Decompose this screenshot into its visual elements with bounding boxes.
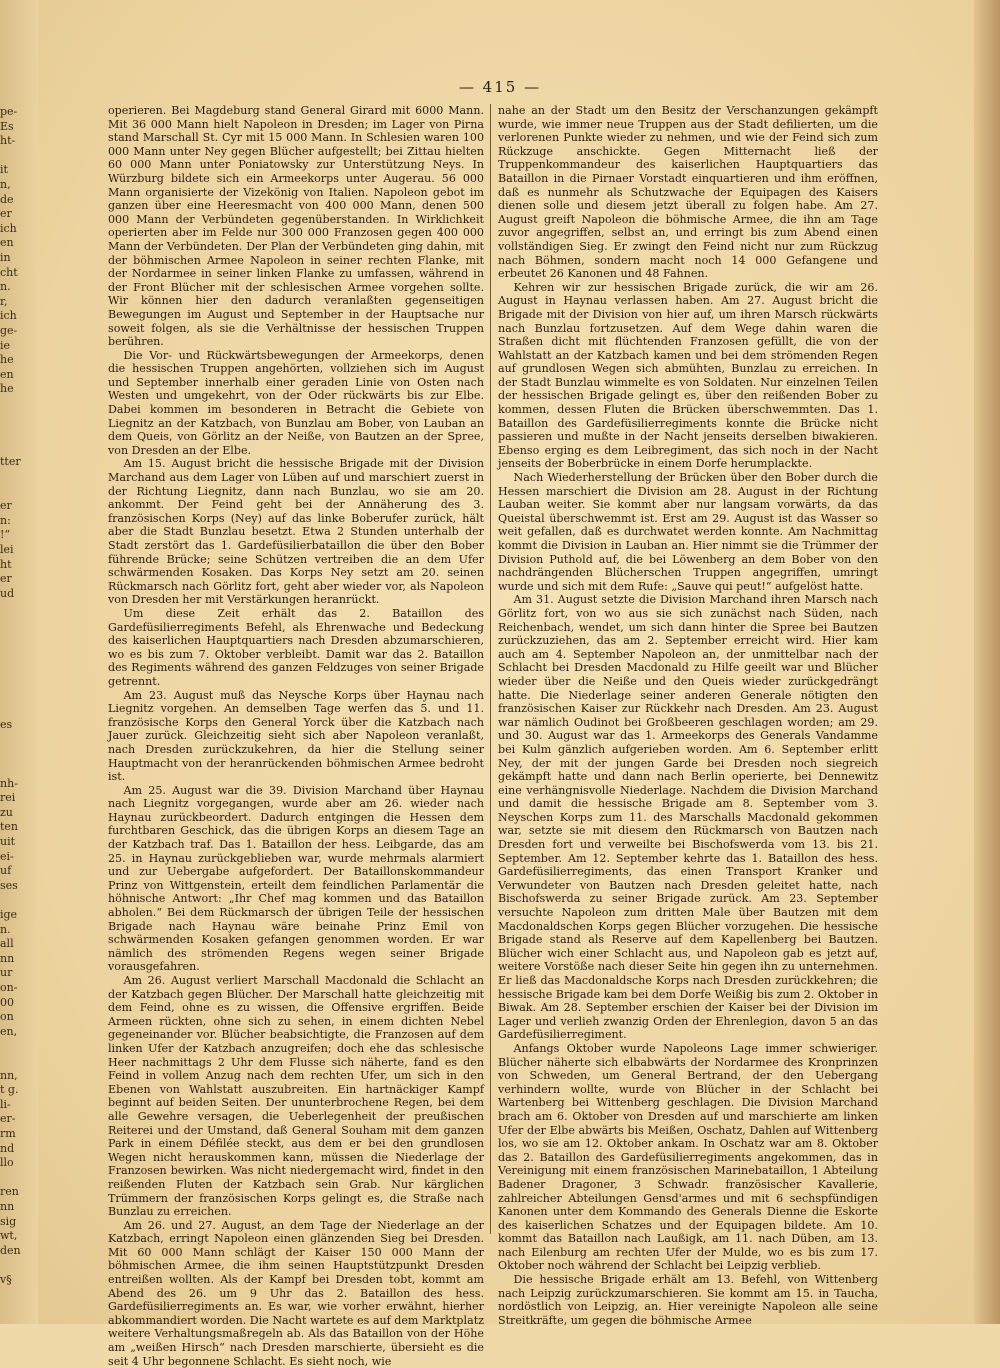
paragraph: nahe an der Stadt um den Besitz der Verschanzungen gekämpft wurde, wie immer neue Truppen aus der Stadt defilierten, um die verlorenen Punkte wieder zu nehmen, und wie der Feind sich zum Rückzuge anschickte. Gegen Mitternacht ließ der Truppenkommandeur des kaiserlichen Hauptquartiers das Bataillon in die Pirnaer Vorstadt einquartieren und ihm eröffnen, daß es nunmehr als Schutzwache der Equipagen des Kaisers dienen solle und diesem jetzt überall zu folgen habe. Am 27. August greift Napoleon die böhmische Armee, die ihn am Tage zuvor angegriffen, selbst an, und erringt bis zum Abend einen vollständigen Sieg. Er zwingt den Feind nicht nur zum Rückzug nach Böhmen, sondern macht noch 14 000 Gefangene und erbeutet 26 Kanonen und 48 Fahnen. <box>498 104 878 281</box>
facing-page-fragment: ren <box>0 1185 19 1199</box>
facing-page-fragment: ses <box>0 878 18 892</box>
column-divider <box>490 104 491 1234</box>
facing-page-fragment: uit <box>0 835 16 848</box>
paragraph: Am 23. August muß das Neysche Korps über Haynau nach Liegnitz vorgehen. An demselben Tage werfen das 5. und 11. französische Korps den General Yorck über die Katzbach nach Jauer zurück. Gleichzeitig sieht sich aber Napoleon veranlaßt, nach Dresden zurückzukehren, da hier die Stellung seiner Hauptmacht von der heranrückenden böhmischen Armee bedroht ist. <box>108 688 484 784</box>
facing-page-fragment: en <box>0 367 14 381</box>
facing-page-fragment: on- <box>0 981 18 994</box>
facing-page-fragment: lei <box>0 543 14 556</box>
paragraph: Nach Wiederherstellung der Brücken über den Bober durch die Hessen marschiert die Division am 28. August in der Richtung Lauban weiter. Sie kommt aber nur langsam vorwärts, da das Queistal überschwemmt ist. Erst am 29. August ist das Wasser so weit gefallen, daß es durchwatet werden konnte. Am Nachmittag kommt die Division in Lauban an. Hier nimmt sie die Trümmer der Division Puthold auf, die bei Löwenberg an dem Bober von den nachdrängenden Blücherschen Truppen angegriffen, umringt wurde und sich mit dem Rufe: „Sauve qui peut!“ aufgelöst hatte. <box>498 471 878 593</box>
facing-page-fragment: wt, <box>0 1229 18 1243</box>
facing-page-edge <box>0 0 38 1324</box>
paragraph: Am 15. August bricht die hessische Brigade mit der Division Marchand aus dem Lager von Lüben auf und marschiert zuerst in der Richtung Liegnitz, dann nach Bunzlau, wo sie am 20. ankommt. Der Feind geht bei der Annäherung des 3. französischen Korps (Ney) auf das linke Boberufer zurück, hält aber die Stadt Bunzlau besetzt. Etwa 2 Stunden unterhalb der Stadt zerstört das 1. Gardefüsilierbataillon die über den Bober führende Brücke; seine Schützen vertreiben die an dem Ufer schwärmenden Kosaken. Das Korps Ney setzt am 20. seinen Rückmarsch nach Görlitz fort, geht aber wieder vor, als Napoleon von Dresden her mit Verstärkungen heranrückt. <box>108 457 484 607</box>
facing-page-fragment: he <box>0 353 14 367</box>
paragraph: Die hessische Brigade erhält am 13. Befehl, von Wittenberg nach Leipzig zurückzumarschieren. Sie kommt am 15. in Taucha, nordöstlich von Leipzig, an. Hier vereinigte Napoleon alle seine Streitkräfte, um gegen die böhmische Armee <box>498 1273 878 1327</box>
facing-page-fragment: nn <box>0 951 15 965</box>
facing-page-fragment: n. <box>0 922 11 936</box>
facing-page-fragment: den <box>0 1243 21 1257</box>
facing-page-fragment: it <box>0 163 8 177</box>
paragraph: Am 31. August setzte die Division Marchand ihren Marsch nach Görlitz fort, von wo aus sie sich zunächst nach Süden, nach Reichenbach, wendet, um sich dann hinter die Spree bei Bautzen zurückzuziehen, das am 2. September erreicht wird. Hier kam auch am 4. September Napoleon an, der unmittelbar nach der Schlacht bei Dresden Macdonald zu Hilfe geeilt war und Blücher wieder über die Neiße und den Queis wieder zurückgedrängt hatte. Die Niederlage seiner anderen Generale nötigten den französischen Kaiser zur Rückkehr nach Dresden. Am 23. August war nämlich Oudinot bei Großbeeren geschlagen worden; am 29. und 30. August war das 1. Armeekorps des Generals Vandamme bei Kulm gänzlich aufgerieben worden. Am 6. September erlitt Ney, der mit der jungen Garde bei Dresden noch siegreich gekämpft hatte und dann nach Berlin operierte, bei Dennewitz eine verhängnisvolle Niederlage. Nachdem die Division Marchand und damit die hessische Brigade am 8. September vom 3. Neyschen Korps zum 11. des Marschalls Macdonald gekommen war, setzte sie mit diesem den Rückmarsch von Bautzen nach Dresden fort und verweilte bei Bischofswerda vom 13. bis 21. September. Am 12. September kehrte das 1. Bataillon des hess. Gardefüsilierregiments, das einen Transport Kranker und Verwundeter von Bautzen nach Dresden geleitet hatte, nach Bischofswerda zu seiner Brigade zurück. Am 23. September versuchte Napoleon zum dritten Male über Bautzen mit dem Macdonaldschen Korps gegen Blücher vorzugehen. Die hessische Brigade stand als Reserve auf dem Kapellenberg bei Bautzen. Blücher wich einer Schlacht aus, und Napoleon gab es jetzt auf, weitere Vorstöße nach dieser Seite hin gegen ihn zu unternehmen. Er ließ das Macdonaldsche Korps nach Dresden zurückkehren; die hessische Brigade kam bei dem Dorfe Weißig bis zum 2. Oktober in Biwak. Am 28. September erschien der Kaiser bei der Division im Lager und verlieh zwanzig Orden der Ehrenlegion, davon 5 an das Gardefüsilierregiment. <box>498 593 878 1042</box>
paragraph: Am 26. August verliert Marschall Macdonald die Schlacht an der Katzbach gegen Blücher. Der Marschall hatte gleichzeitig mit dem Feind, ohne es zu wissen, die Offensive ergriffen. Beide Armeen rückten, ohne sich zu sehen, in einem dichten Nebel gegeneinander vor. Blücher beabsichtigte, die Franzosen auf dem linken Ufer der Katzbach anzugreifen; doch ehe das schlesische Heer nachmittags 2 Uhr dem Flusse sich näherte, fand es den Feind in vollem Anzug nach dem rechten Ufer, um sich in den Ebenen von Wahlstatt auszubreiten. Ein hartnäckiger Kampf beginnt auf beiden Seiten. Der ununterbrochene Regen, bei dem alle Gewehre versagen, die Ueberlegenheit der preußischen Reiterei und der Umstand, daß General Souham mit dem ganzen Park in einem Défilée steckt, aus dem er bei den grundlosen Wegen nicht herauskommen kann, müssen die Niederlage der Franzosen bewirken. Was nicht niedergemacht wird, findet in den reißenden Fluten der Katzbach sein Grab. Nur kärglichen Trümmern der französischen Korps gelingt es, die Straße nach Bunzlau zu erreichen. <box>108 974 484 1219</box>
right-column <box>498 104 878 1327</box>
facing-page-fragment: t g. <box>0 1083 19 1097</box>
paragraph: Anfangs Oktober wurde Napoleons Lage immer schwieriger. Blücher näherte sich elbabwärts der Nordarmee des Kronprinzen von Schweden, um General Bertrand, der den Uebergang verhindern wollte, wurde von Blücher in der Schlacht bei Wartenberg bei Wittenberg geschlagen. Die Division Marchand brach am 6. Oktober von Dresden auf und marschierte am linken Ufer der Elbe abwärts bis Meißen, Oschatz, Dahlen auf Wittenberg los, wo sie am 12. Oktober ankam. In Oschatz war am 8. Oktober das 2. Bataillon des Gardefüsilierregiments angekommen, das in Vereinigung mit einem französischen Marinebataillon, 1 Abteilung Badener Dragoner, 3 Schwadr. französischer Kavallerie, zahlreicher Abteilungen Gensd'armes und mit 6 sechspfündigen Kanonen unter dem Kommando des Generals Dienne die Eskorte des kaiserlichen Schatzes und der Equipagen bildete. Am 10. kommt das Bataillon nach Laußigk, am 11. nach Düben, am 13. nach Eilenburg am rechten Ufer der Mulde, wo es bis zum 17. Oktober noch während der Schlacht bei Leipzig verblieb. <box>498 1041 878 1273</box>
facing-page-fragment: r, <box>0 294 8 308</box>
facing-page-fragment: pe- <box>0 105 18 118</box>
facing-page-fragment: zu <box>0 805 13 819</box>
facing-page-fragment: ht <box>0 557 12 571</box>
facing-page-fragment: in <box>0 251 11 264</box>
page-edge <box>974 0 1000 1324</box>
facing-page-fragment: ur <box>0 966 13 980</box>
facing-page-fragment: ten <box>0 820 19 834</box>
facing-page-fragment: ud <box>0 586 15 600</box>
facing-page-fragment: ige <box>0 908 18 921</box>
facing-page-fragment: es <box>0 718 13 732</box>
facing-page-fragment: en, <box>0 1024 18 1038</box>
paragraph: Kehren wir zur hessischen Brigade zurück, die wir am 26. August in Haynau verlassen haben. Am 27. August bricht die Brigade mit der Division von hier auf, um ihren Marsch rückwärts nach Bunzlau fortzusetzen. Auf dem Wege dahin waren die Straßen dicht mit flüchtenden Franzosen gefüllt, die von der Wahlstatt an der Katzbach kamen und bei dem strömenden Regen auf grundlosen Wegen sich abmühten, Bunzlau zu erreichen. In der Stadt Bunzlau wimmelte es von Soldaten. Nur einzelnen Teilen der hessischen Brigade gelingt es, über den reißenden Bober zu kommen, dessen Fluten die Brücken überschwemmten. Das 1. Bataillon des Gardefüsilierregiments konnte die Brücke nicht passieren und mußte in der Nacht jenseits derselben biwakieren. Ebenso erging es dem Leibregiment, das sich noch in der Nacht jenseits der Boberbrücke in einem Dorfe herumplackte. <box>498 280 878 471</box>
facing-page-fragment: n, <box>0 178 11 191</box>
facing-page-fragment: v§ <box>0 1273 12 1286</box>
page-number: — 415 — <box>458 78 542 96</box>
facing-page-fragment: de <box>0 192 14 206</box>
facing-page-fragment: ei- <box>0 849 14 863</box>
facing-page-fragment: ie <box>0 338 11 352</box>
facing-page-fragment: on <box>0 1010 14 1024</box>
facing-page-fragment: uf <box>0 864 12 878</box>
facing-page-fragment: er <box>0 207 12 221</box>
facing-page-fragment: nn <box>0 1200 15 1213</box>
facing-page-fragment: en <box>0 236 14 250</box>
paragraph: Am 25. August war die 39. Division Marchand über Haynau nach Liegnitz vorgegangen, wurde aber am 26. wieder nach Haynau zurückbeordert. Dadurch entgingen die Hessen dem furchtbaren Geschick, das die übrigen Korps an diesem Tage an der Katzbach traf. Das 1. Bataillon der hess. Leibgarde, das am 25. in Haynau zurückgeblieben war, wurde mehrmals alarmiert und zur Uebergabe aufgefordert. Der Bataillonskommandeur Prinz von Wittgenstein, erteilt dem feindlichen Parlamentär die höhnische Antwort: „Ihr Chef mag kommen und das Bataillon abholen.“ Bei dem Rückmarsch der übrigen Teile der hessischen Brigade nach Haynau wäre beinahe Prinz Emil von schwärmenden Kosaken gefangen genommen worden. Er war nämlich des strömenden Regens wegen seiner Brigade vorausgefahren. <box>108 783 484 974</box>
facing-page-fragment: nn, <box>0 1068 18 1082</box>
facing-page-fragment: ich <box>0 221 17 235</box>
facing-page-fragment: ht- <box>0 134 16 148</box>
paragraph: Die Vor- und Rückwärtsbewegungen der Armeekorps, denen die hessischen Truppen angehörten, vollziehen sich im August und September innerhalb einer geraden Linie von Osten nach Westen und umgekehrt, von der Oder rückwärts bis zur Elbe. Dabei kommen im besonderen in Betracht die Gebiete von Liegnitz an der Katzbach, von Bunzlau am Bober, von Lauban an dem Queis, von Görlitz an der Neiße, von Bautzen an der Spree, von Dresden an der Elbe. <box>108 348 484 457</box>
facing-page-fragment: li- <box>0 1097 11 1111</box>
facing-page-fragment: rm <box>0 1127 16 1140</box>
facing-page-fragment: er <box>0 499 12 513</box>
facing-page-fragment: 00 <box>0 995 14 1009</box>
facing-page-fragment: rei <box>0 791 16 805</box>
facing-page-fragment: !“ <box>0 528 11 542</box>
facing-page-fragment: cht <box>0 265 18 279</box>
facing-page-fragment: he <box>0 382 14 396</box>
paragraph: operieren. Bei Magdeburg stand General Girard mit 6000 Mann. Mit 36 000 Mann hielt Napoleon in Dresden; im Lager von Pirna stand Marschall St. Cyr mit 15 000 Mann. In Schlesien waren 100 000 Mann unter Ney gegen Blücher aufgestellt; bei Zittau hielten 60 000 Mann unter Poniatowsky zur Unterstützung Neys. In Würzburg bildete sich ein Armeekorps unter Augerau. 56 000 Mann organisierte der Vizekönig von Italien. Napoleon gebot im ganzen über eine Heeresmacht von 400 000 Mann, denen 500 000 Mann der Verbündeten gegenüberstanden. In Wirklichkeit operierten aber im Felde nur 300 000 Franzosen gegen 400 000 Mann der Verbündeten. Der Plan der Verbündeten ging dahin, mit der böhmischen Armee Napoleon in seiner rechten Flanke, mit der Nordarmee in seiner linken Flanke zu umfassen, während in der Front Blücher mit der schlesischen Armee vorgehen sollte. Wir können hier den dadurch veranlaßten gegenseitigen Bewegungen im August und September in der Hauptsache nur soweit folgen, als sie die Verhältnisse der hessischen Truppen berühren. <box>108 104 484 349</box>
facing-page-fragment: llo <box>0 1156 14 1170</box>
paragraph: Um diese Zeit erhält das 2. Bataillon des Gardefüsilierregiments Befehl, als Ehrenwache und Bedeckung des kaiserlichen Hauptquartiers nach Dresden abzumarschieren, wo es bis zum 7. Oktober verbleibt. Damit war das 2. Bataillon des Regiments während des ganzen Feldzuges von seiner Brigade getrennt. <box>108 606 484 688</box>
facing-page-fragment: er <box>0 572 12 586</box>
facing-page-fragment: tter <box>0 455 21 469</box>
facing-page-fragment: ge- <box>0 324 18 337</box>
facing-page-fragment: Es <box>0 119 14 133</box>
facing-page-fragment: n: <box>0 513 11 527</box>
facing-page-fragment: all <box>0 937 14 951</box>
paragraph: Am 26. und 27. August, an dem Tage der Niederlage an der Katzbach, erringt Napoleon einen glänzenden Sieg bei Dresden. Mit 60 000 Mann schlägt der Kaiser 150 000 Mann der böhmischen Armee, die ihm seinen Hauptstützpunkt Dresden entreißen wollten. Als der Kampf bei Dresden tobt, kommt am Abend des 26. um 9 Uhr das 2. Bataillon des hess. Gardefüsilierregiments an. Es war, wie vorher erwähnt, hierher abkommandiert worden. Die Nacht wartete es auf dem Marktplatz weitere Verhaltungsmaßregeln ab. Als das Bataillon von der Höhe am „weißen Hirsch“ nach Dresden marschierte, übersieht es die seit 4 Uhr begonnene Schlacht. Es sieht noch, wie <box>108 1218 484 1368</box>
facing-page-fragment: er- <box>0 1112 16 1126</box>
facing-page-fragment: nd <box>0 1141 15 1155</box>
facing-page-fragment: sig <box>0 1214 17 1228</box>
facing-page-fragment: nh- <box>0 776 18 790</box>
facing-page-fragment: ich <box>0 309 17 323</box>
left-column <box>108 104 484 1368</box>
facing-page-fragment: n. <box>0 280 11 294</box>
